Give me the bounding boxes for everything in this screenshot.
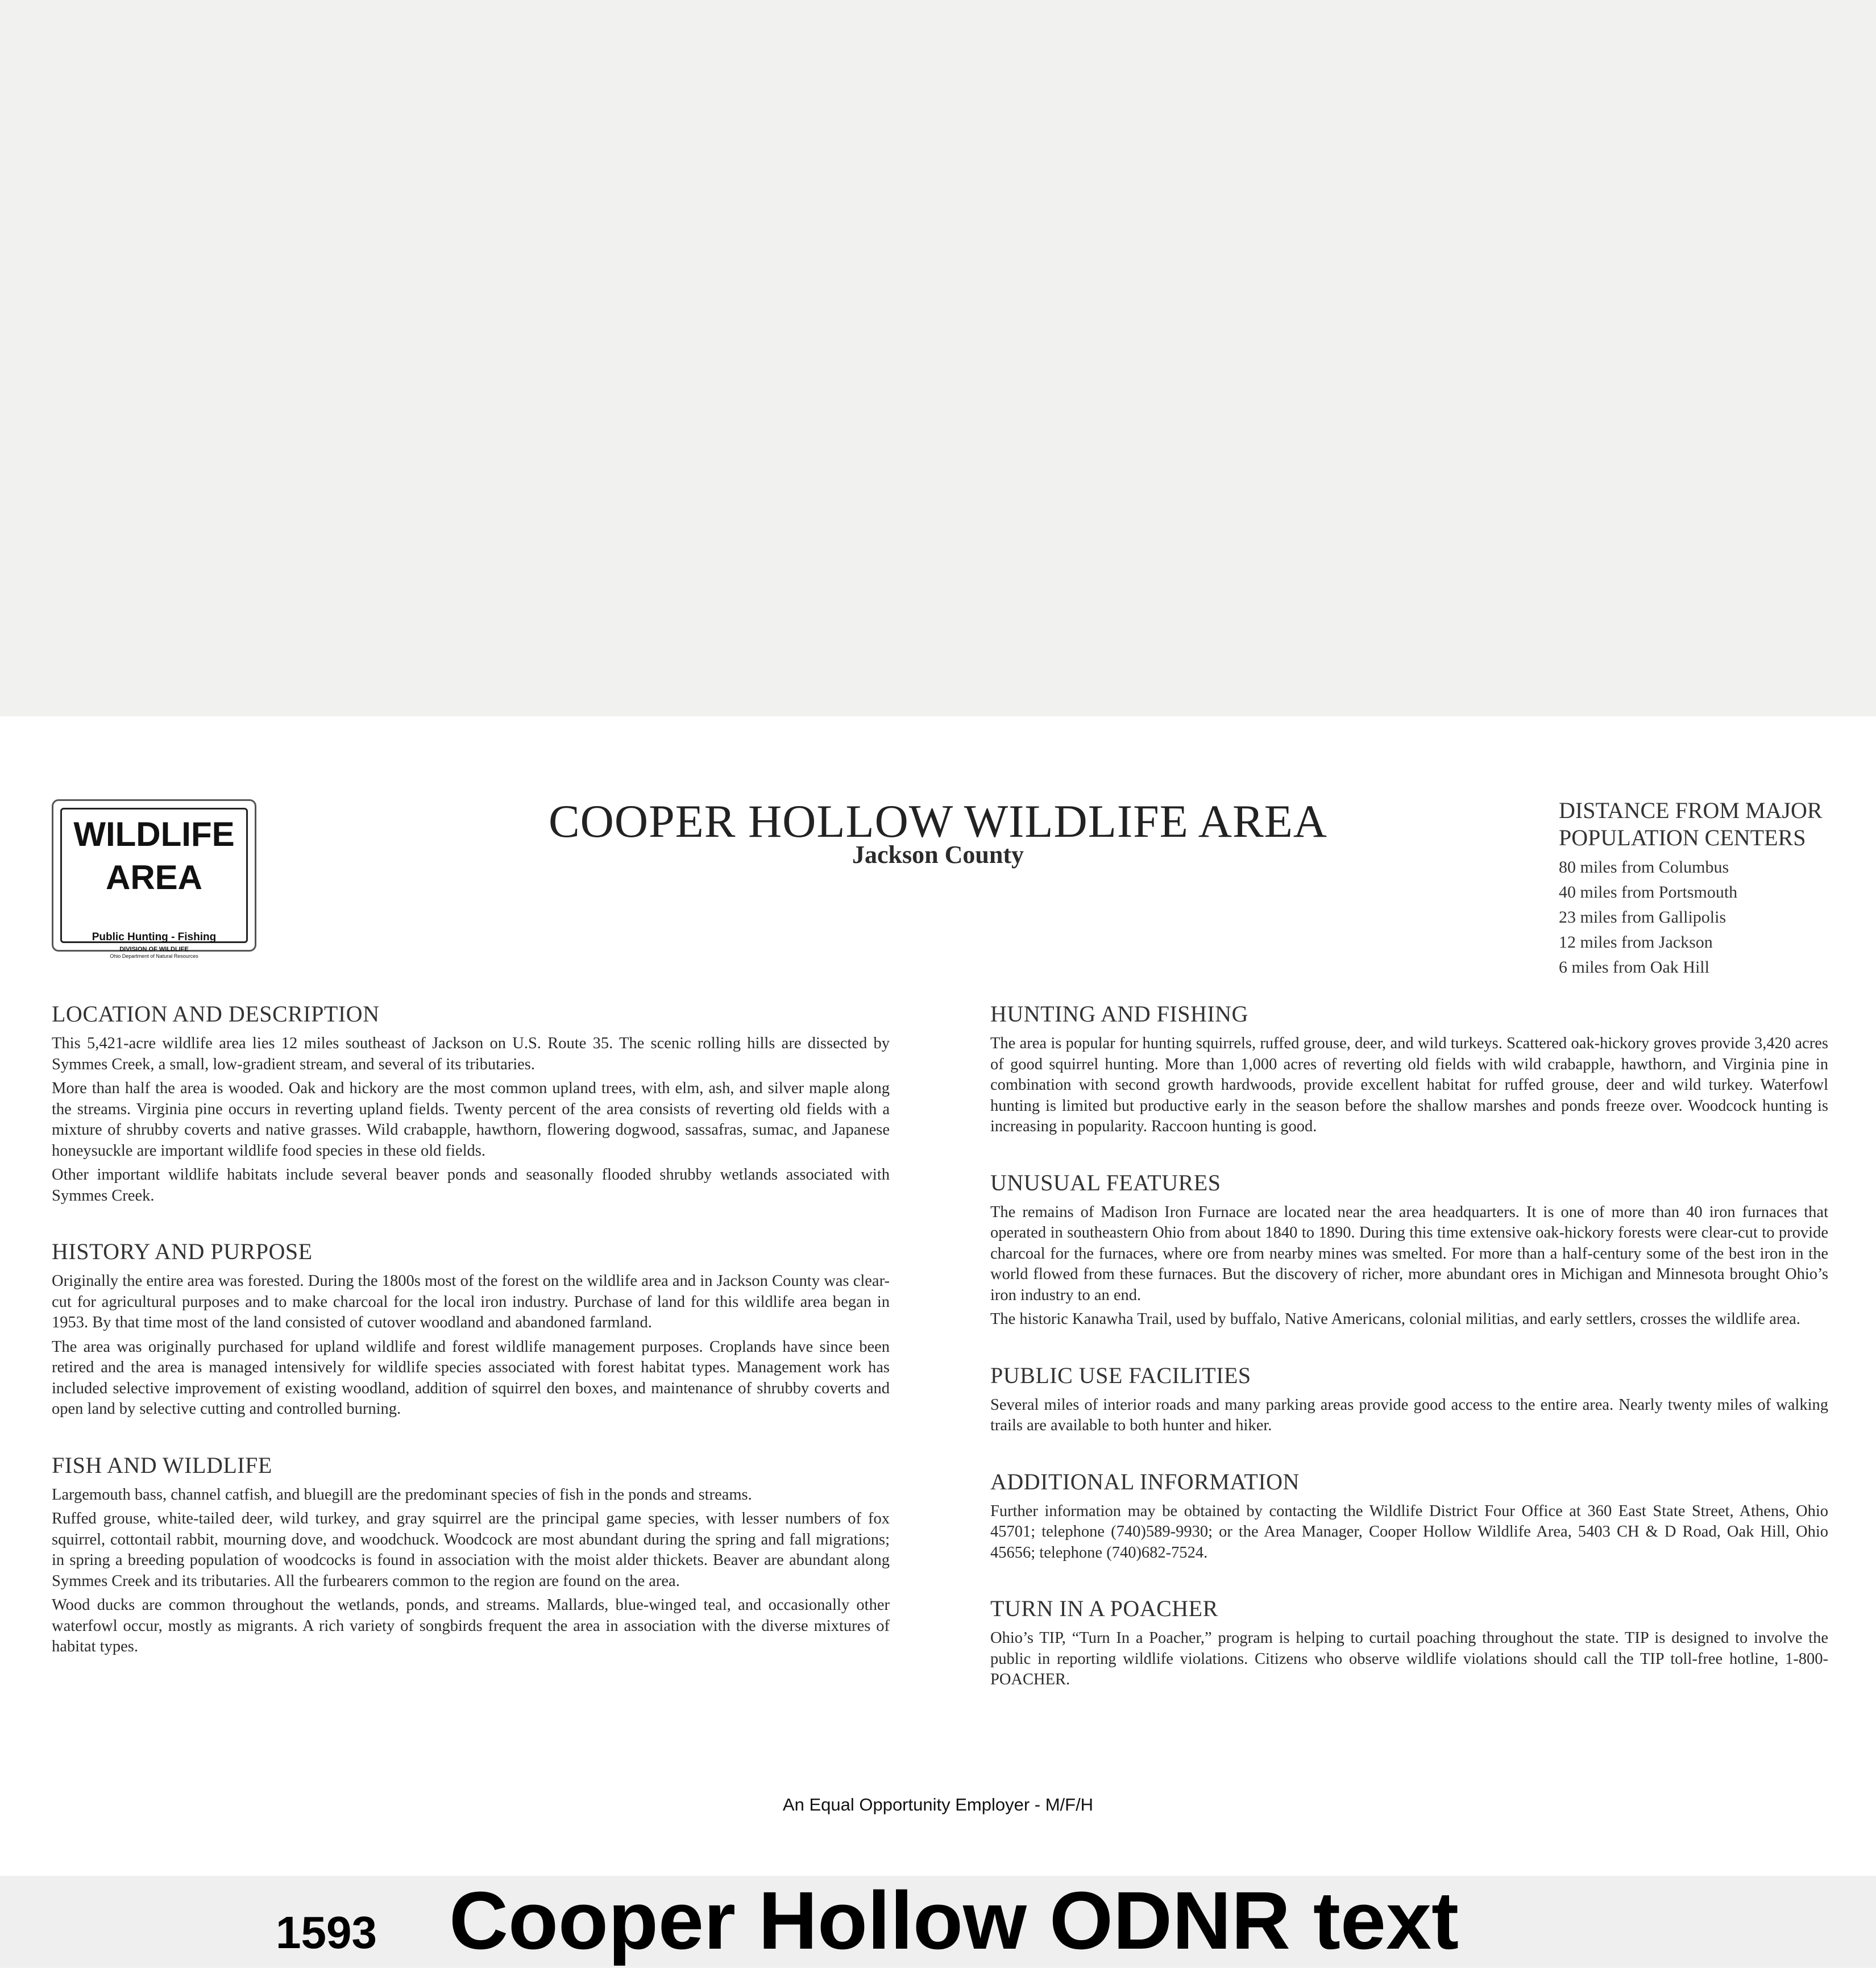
section-location-description: [52, 1000, 890, 1206]
section-paragraph: Originally the entire area was forested. During the 1800s most of the forest on the wildlife area and in Jackson County was clear-cut for agricultural purposes and to make charcoal for the local iron industry. Purchase of land for this wildlife area began in 1953. By that time most of the land consisted of cutover woodland and abandoned farmland.: [52, 1272, 890, 1331]
section-additional-information: [990, 1468, 1828, 1564]
section-heading: HUNTING AND FISHING: [990, 1001, 1248, 1027]
distance-list: [1559, 855, 1854, 980]
section-paragraph: This 5,421-acre wildlife area lies 12 miles southeast of Jackson on U.S. Route 35. The scenic rolling hills are dissected by Symmes Creek, a small, low-gradient stream, and several of its tributaries.: [52, 1035, 890, 1073]
wildlife-area-sign: [52, 799, 256, 959]
distance-item: 80 miles from Columbus: [1559, 858, 1729, 877]
distance-item: 6 miles from Oak Hill: [1559, 958, 1709, 977]
sign-subtitle: Public Hunting - Fishing: [92, 931, 217, 943]
caption-text: Cooper Hollow ODNR text: [449, 1875, 1459, 1966]
left-column: [52, 1000, 890, 1689]
distance-box: [1559, 797, 1854, 980]
section-heading: TURN IN A POACHER: [990, 1596, 1218, 1621]
section-paragraph: Largemouth bass, channel catfish, and bluegill are the predominant species of fish in the ponds and streams.: [52, 1485, 752, 1504]
section-public-use-facilities: [990, 1362, 1828, 1436]
distance-heading-line1: DISTANCE FROM MAJOR: [1559, 798, 1823, 823]
section-turn-in-a-poacher: [990, 1595, 1828, 1691]
distance-item: 40 miles from Portsmouth: [1559, 883, 1738, 902]
sign-line-wildlife: WILDLIFE: [73, 815, 235, 853]
section-paragraph: The remains of Madison Iron Furnace are located near the area headquarters. It is one of more than 40 iron furnaces that operated in southeastern Ohio from about 1840 to 1890. During this time extensive oak-hickory forests were clear-cut to provide charcoal for the furnaces, where ore from nearby mines was smelted. For more than a half-century some of the best iron in the world flowed from these furnaces. But the discovery of richer, more abundant ores in Michigan and Minnesota brought Ohio’s iron industry to an end.: [990, 1203, 1828, 1304]
section-paragraph: More than half the area is wooded. Oak and hickory are the most common upland trees, with elm, ash, and silver maple along the streams. Virginia pine occurs in reverting upland fields. Twenty percent of the area consists of reverting old fields with a mixture of shrubby coverts and native grasses. Wild crabapple, hawthorn, flowering dogwood, sassafras, sumac, and Japanese honeysuckle are important wildlife food species in these old fields.: [52, 1080, 890, 1160]
section-paragraph: Further information may be obtained by contacting the Wildlife District Four Office at 360 East State Street, Athens, Ohio 45701; telephone (740)589-9930; or the Area Manager, Cooper Hollow Wildlife Area, 5403 CH & D Road, Oak Hill, Ohio 45656; telephone (740)682-7524.: [990, 1502, 1828, 1562]
section-paragraph: The historic Kanawha Trail, used by buffalo, Native Americans, colonial militias, and early settlers, crosses the wildlife area.: [990, 1310, 1800, 1328]
section-unusual-features: [990, 1169, 1828, 1330]
section-paragraph: Ohio’s TIP, “Turn In a Poacher,” program is helping to curtail poaching throughout the state. TIP is designed to involve the public in reporting wildlife violations. Citizens who observe wildlife violations should call the TIP toll-free hotline, 1-800-POACHER.: [990, 1629, 1828, 1688]
section-heading: UNUSUAL FEATURES: [990, 1169, 1221, 1195]
section-heading: LOCATION AND DESCRIPTION: [52, 1001, 380, 1027]
sign-inner-border: [60, 808, 248, 959]
page-title: COOPER HOLLOW WILDLIFE AREA: [548, 795, 1328, 847]
sign-division: DIVISION OF WILDLIFE: [119, 946, 189, 953]
section-history-purpose: [52, 1238, 890, 1420]
section-heading: PUBLIC USE FACILITIES: [990, 1362, 1251, 1388]
section-heading: HISTORY AND PURPOSE: [52, 1239, 313, 1264]
section-paragraph: Ruffed grouse, white-tailed deer, wild turkey, and gray squirrel are the principal game species, with lesser numbers of fox squirrel, cottontail rabbit, mourning dove, and woodchuck. Woodcock are most abundant during the spring and fall migrations; in spring a breeding population of woodcocks is found in association with the moist alder thickets. Beaver are abundant along Symmes Creek and its tributaries. All the furbearers common to the region are found on the area.: [52, 1510, 890, 1590]
caption-number: 1593: [276, 1907, 377, 1958]
distance-heading-line2: POPULATION CENTERS: [1559, 825, 1806, 850]
section-paragraph: Wood ducks are common throughout the wetlands, ponds, and streams. Mallards, blue-winged teal, and occasionally other waterfowl occur, mostly as migrants. A rich variety of songbirds frequent the area in association with the diverse mixtures of habitat types.: [52, 1596, 890, 1655]
section-paragraph: The area was originally purchased for upland wildlife and forest wildlife management purposes. Croplands have since been retired and the area is managed intensively for wildlife species associated with forest habitat types. Management work has included selective improvement of existing woodland, addition of squirrel den boxes, and maintenance of shrubby coverts and open land by selective cutting and controlled burning.: [52, 1338, 890, 1418]
section-paragraph: The area is popular for hunting squirrels, ruffed grouse, deer, and wild turkeys. Scattered oak-hickory groves provide 3,420 acres of good squirrel hunting. More than 1,000 acres of reverting old fields with wild crabapple, hawthorn, and Virginia pine in combination with second growth hardwoods, provide excellent habitat for ruffed grouse, deer and wild turkey. Waterfowl hunting is limited but productive early in the season before the shallow marshes and ponds freeze over. Woodcock hunting is increasing in popularity. Raccoon hunting is good.: [990, 1035, 1828, 1135]
county-subtitle: Jackson County: [852, 841, 1024, 869]
distance-item: 12 miles from Jackson: [1559, 933, 1713, 952]
section-fish-wildlife: [52, 1452, 890, 1658]
distance-item: 23 miles from Gallipolis: [1559, 908, 1726, 927]
document-sheet: [0, 716, 1876, 1876]
equal-opportunity-footer: An Equal Opportunity Employer - M/F/H: [782, 1795, 1094, 1815]
caption-bar: [0, 1876, 1876, 1966]
right-column: [990, 1000, 1828, 1722]
sign-department: Ohio Department of Natural Resources: [110, 953, 198, 959]
section-paragraph: Several miles of interior roads and many parking areas provide good access to the entire area. Nearly twenty miles of walking trails are available to both hunter and hiker.: [990, 1396, 1828, 1434]
section-heading: ADDITIONAL INFORMATION: [990, 1468, 1300, 1494]
blank-map-area: [0, 0, 1876, 716]
section-hunting-fishing: [990, 1000, 1828, 1137]
section-paragraph: Other important wildlife habitats include several beaver ponds and seasonally flooded shrubby wetlands associated with Symmes Creek.: [52, 1166, 890, 1205]
section-heading: FISH AND WILDLIFE: [52, 1452, 272, 1478]
sign-line-area: AREA: [105, 858, 202, 896]
